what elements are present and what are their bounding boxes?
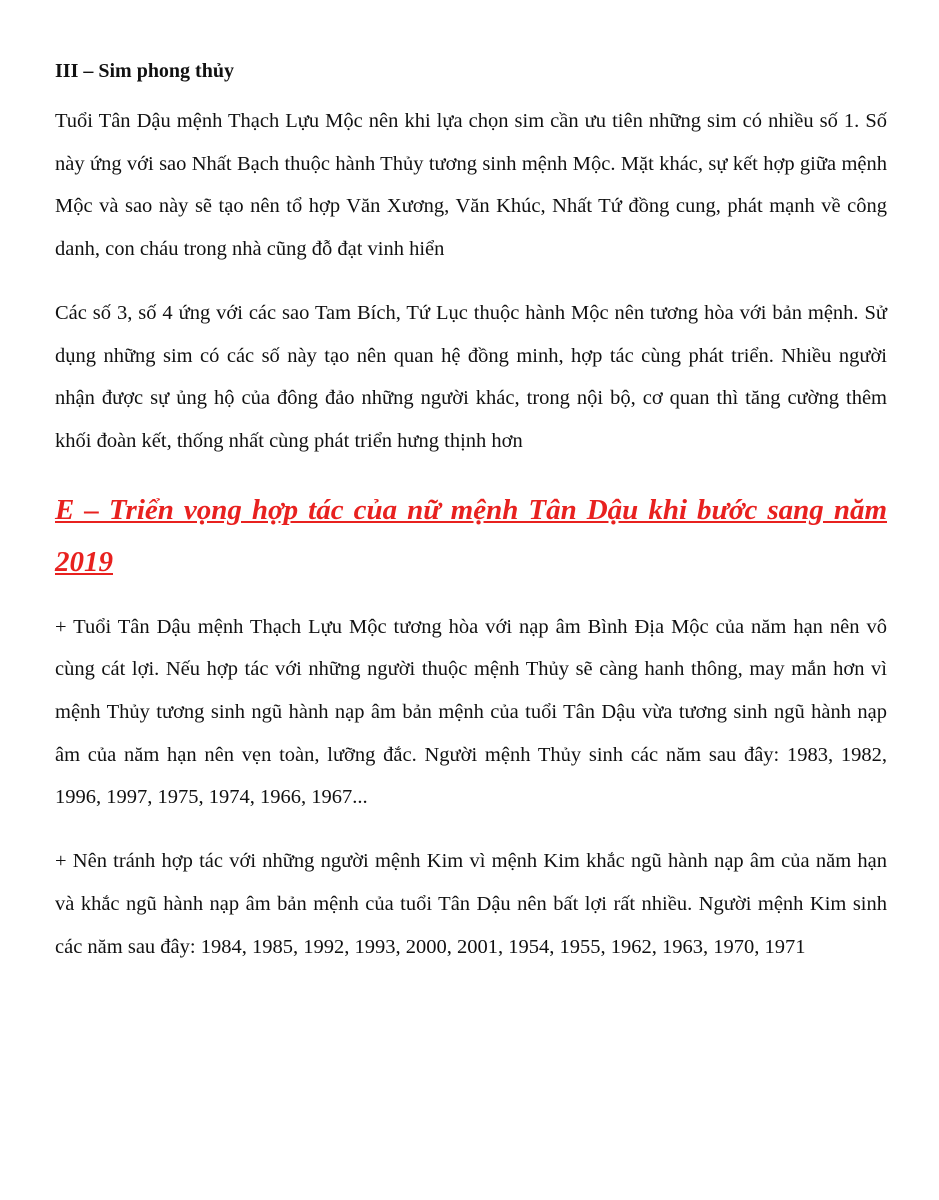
cooperation-paragraph-2: + Nên tránh hợp tác với những người mệnh Kim vì mệnh Kim khắc ngũ hành nạp âm của năm hạn và khắc ngũ hành nạp âm bản mệnh của tuổi Tân Dậu nên bất lợi rất nhiều. Người mệnh Kim sinh các năm sau đây: 1984, 1985, 1992, 1993, 2000, 2001, 1954, 1955, 1962, 1963, 1970, 1971 xyxy=(55,850,887,958)
cooperation-paragraph-1: + Tuổi Tân Dậu mệnh Thạch Lựu Mộc tương hòa với nạp âm Bình Địa Mộc của năm hạn nên vô cùng cát lợi. Nếu hợp tác với những người thuộc mệnh Thủy sẽ càng hanh thông, may mắn hơn vì mệnh Thủy tương sinh ngũ hành nạp âm bản mệnh của tuổi Tân Dậu vừa tương sinh ngũ hành nạp âm của năm hạn nên vẹn toàn, lưỡng đắc. Người mệnh Thủy sinh các năm sau đây: 1983, 1982, 1996, 1997, 1975, 1974, 1966, 1967... xyxy=(55,615,887,809)
document-page xyxy=(55,50,887,989)
sim-paragraph-2: Các số 3, số 4 ứng với các sao Tam Bích, Tứ Lục thuộc hành Mộc nên tương hòa với bản mệnh. Sử dụng những sim có các số này tạo nên quan hệ đồng minh, hợp tác cùng phát triển. Nhiều người nhận được sự ủng hộ của đông đảo những người khác, trong nội bộ, cơ quan thì tăng cường thêm khối đoàn kết, thống nhất cùng phát triển hưng thịnh hơn xyxy=(55,301,887,452)
sim-paragraph-1: Tuổi Tân Dậu mệnh Thạch Lựu Mộc nên khi lựa chọn sim cần ưu tiên những sim có nhiều số 1. Số này ứng với sao Nhất Bạch thuộc hành Thủy tương sinh mệnh Mộc. Mặt khác, sự kết hợp giữa mệnh Mộc và sao này sẽ tạo nên tổ hợp Văn Xương, Văn Khúc, Nhất Tứ đồng cung, phát mạnh về công danh, con cháu trong nhà cũng đỗ đạt vinh hiển xyxy=(55,110,887,261)
section-heading: III – Sim phong thủy xyxy=(55,60,234,82)
chapter-heading: E – Triển vọng hợp tác của nữ mệnh Tân Dậu khi bước sang năm 2019 xyxy=(55,493,887,578)
